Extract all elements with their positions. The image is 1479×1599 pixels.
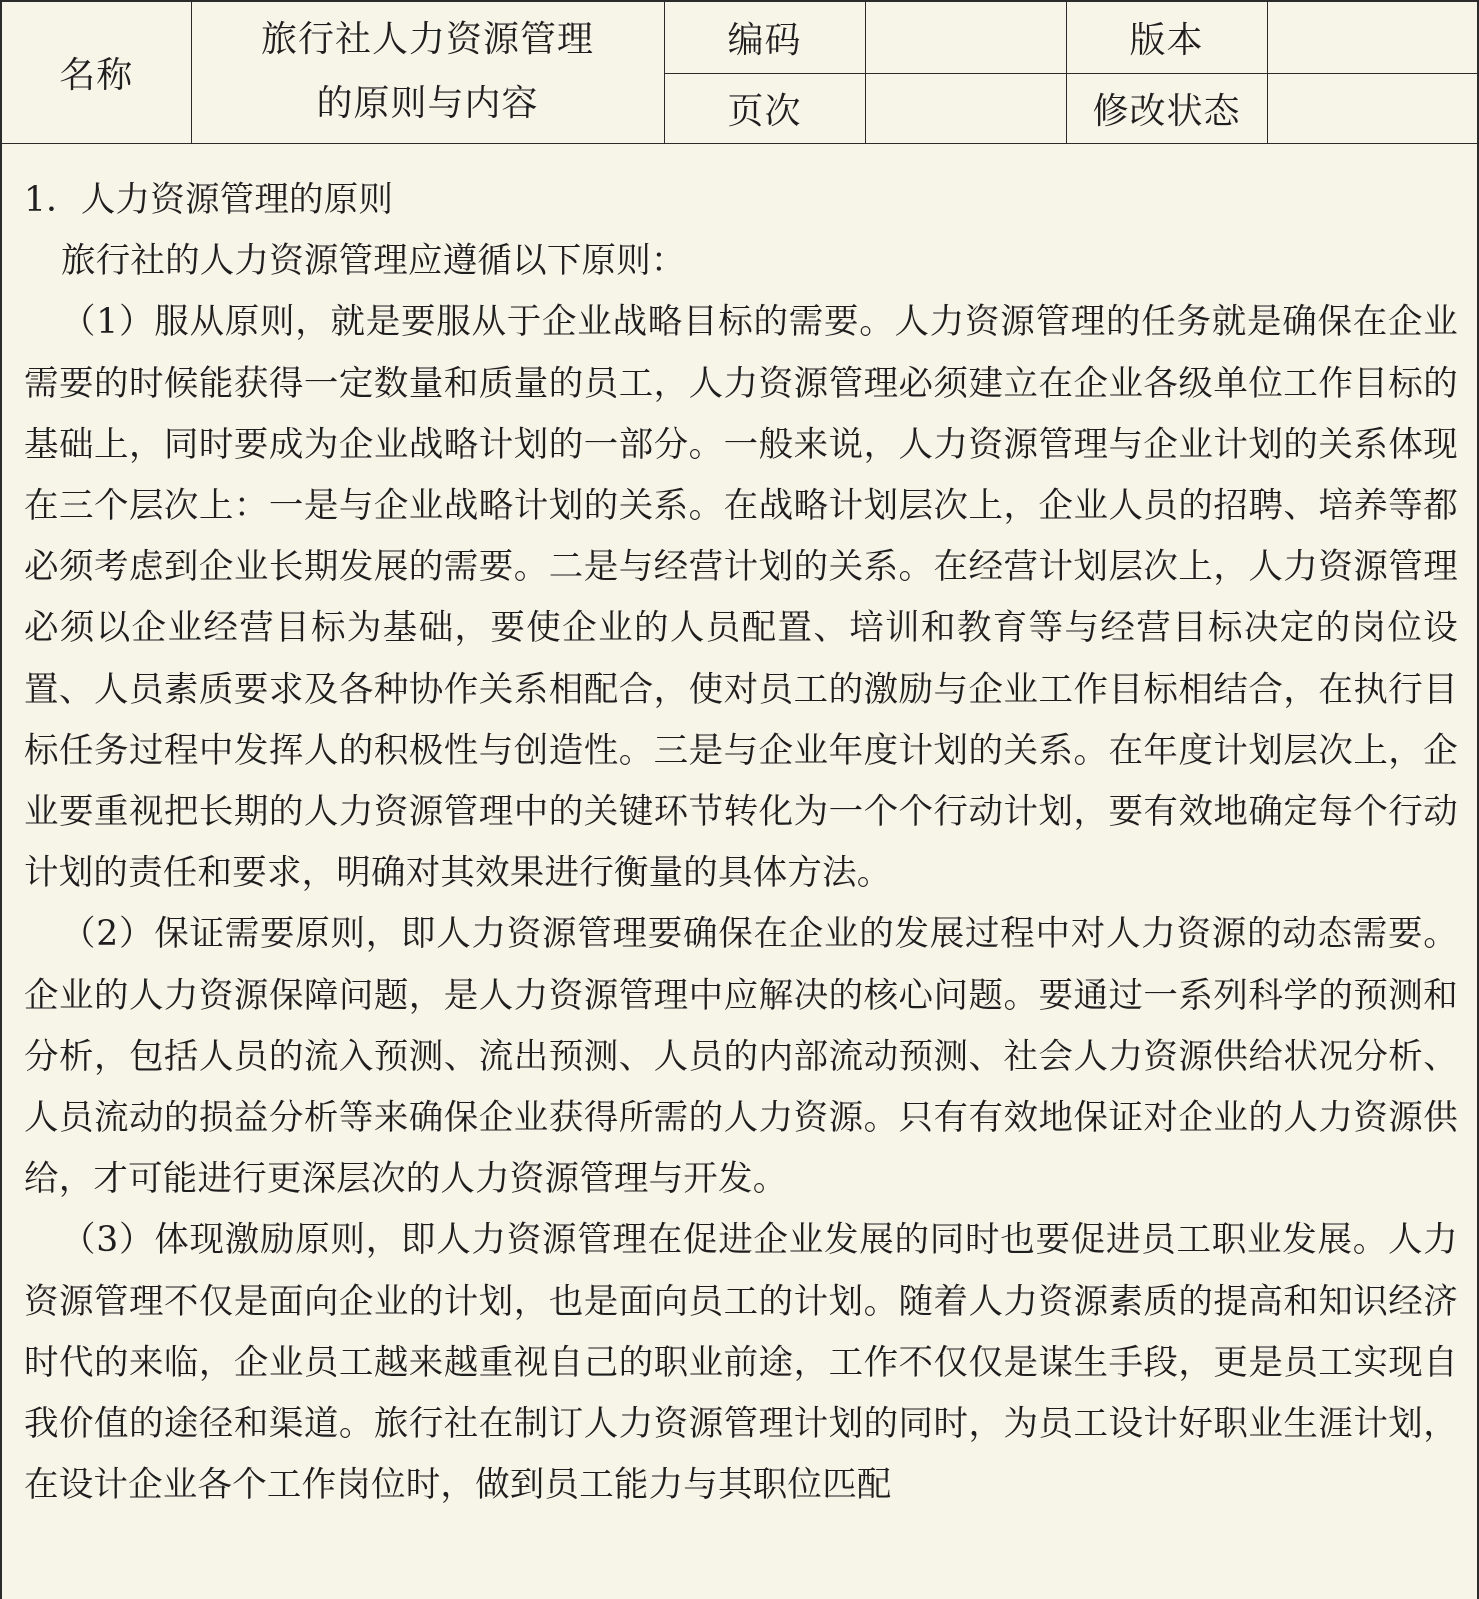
revision-label: 修改状态	[1066, 73, 1267, 143]
document-title-line-2: 的原则与内容	[316, 83, 539, 125]
version-value	[1267, 2, 1477, 73]
document-body	[24, 170, 1458, 1516]
revision-value	[1267, 73, 1477, 143]
document-header-table	[2, 2, 1477, 144]
page-label: 页次	[664, 73, 865, 143]
principle-paragraph-2: （2）保证需要原则，即人力资源管理要确保在企业的发展过程中对人力资源的动态需要。企业的人力资源保障问题，是人力资源管理中应解决的核心问题。要通过一系列科学的预测和分析，包括人员的流入预测、流出预测、人员的内部流动预测、社会人力资源供给状况分析、人员流动的损益分析等来确保企业获得所需的人力资源。只有有效地保证对企业的人力资源供给，才可能进行更深层次的人力资源管理与开发。	[24, 914, 1458, 1200]
document-title-line-1: 旅行社人力资源管理	[260, 19, 594, 61]
code-value	[865, 2, 1066, 73]
code-label: 编码	[664, 2, 865, 73]
principle-paragraph-3: （3）体现激励原则，即人力资源管理在促进企业发展的同时也要促进员工职业发展。人力资源管理不仅是面向企业的计划，也是面向员工的计划。随着人力资源素质的提高和知识经济时代的来临，企业员工越来越重视自己的职业前途，工作不仅仅是谋生手段，更是员工实现自我价值的途径和渠道。旅行社在制订人力资源管理计划的同时，为员工设计好职业生涯计划，在设计企业各个工作岗位时，做到员工能力与其职位匹配	[24, 1220, 1458, 1506]
principle-paragraph-1: （1）服从原则，就是要服从于企业战略目标的需要。人力资源管理的任务就是确保在企业需要的时候能获得一定数量和质量的员工，人力资源管理必须建立在企业各级单位工作目标的基础上，同时要成为企业战略计划的一部分。一般来说，人力资源管理与企业计划的关系体现在三个层次上：一是与企业战略计划的关系。在战略计划层次上，企业人员的招聘、培养等都必须考虑到企业长期发展的需要。二是与经营计划的关系。在经营计划层次上，人力资源管理必须以企业经营目标为基础，要使企业的人员配置、培训和教育等与经营目标决定的岗位设置、人员素质要求及各种协作关系相配合，使对员工的激励与企业工作目标相结合，在执行目标任务过程中发挥人的积极性与创造性。三是与企业年度计划的关系。在年度计划层次上，企业要重视把长期的人力资源管理中的关键环节转化为一个个行动计划，要有效地确定每个行动计划的责任和要求，明确对其效果进行衡量的具体方法。	[24, 302, 1458, 894]
version-label: 版本	[1066, 2, 1267, 73]
intro-paragraph: 旅行社的人力资源管理应遵循以下原则：	[61, 241, 686, 282]
section-heading: 1．人力资源管理的原则	[24, 180, 394, 220]
page-value	[865, 73, 1066, 143]
name-label: 名称	[2, 2, 191, 143]
document-title	[191, 2, 664, 143]
